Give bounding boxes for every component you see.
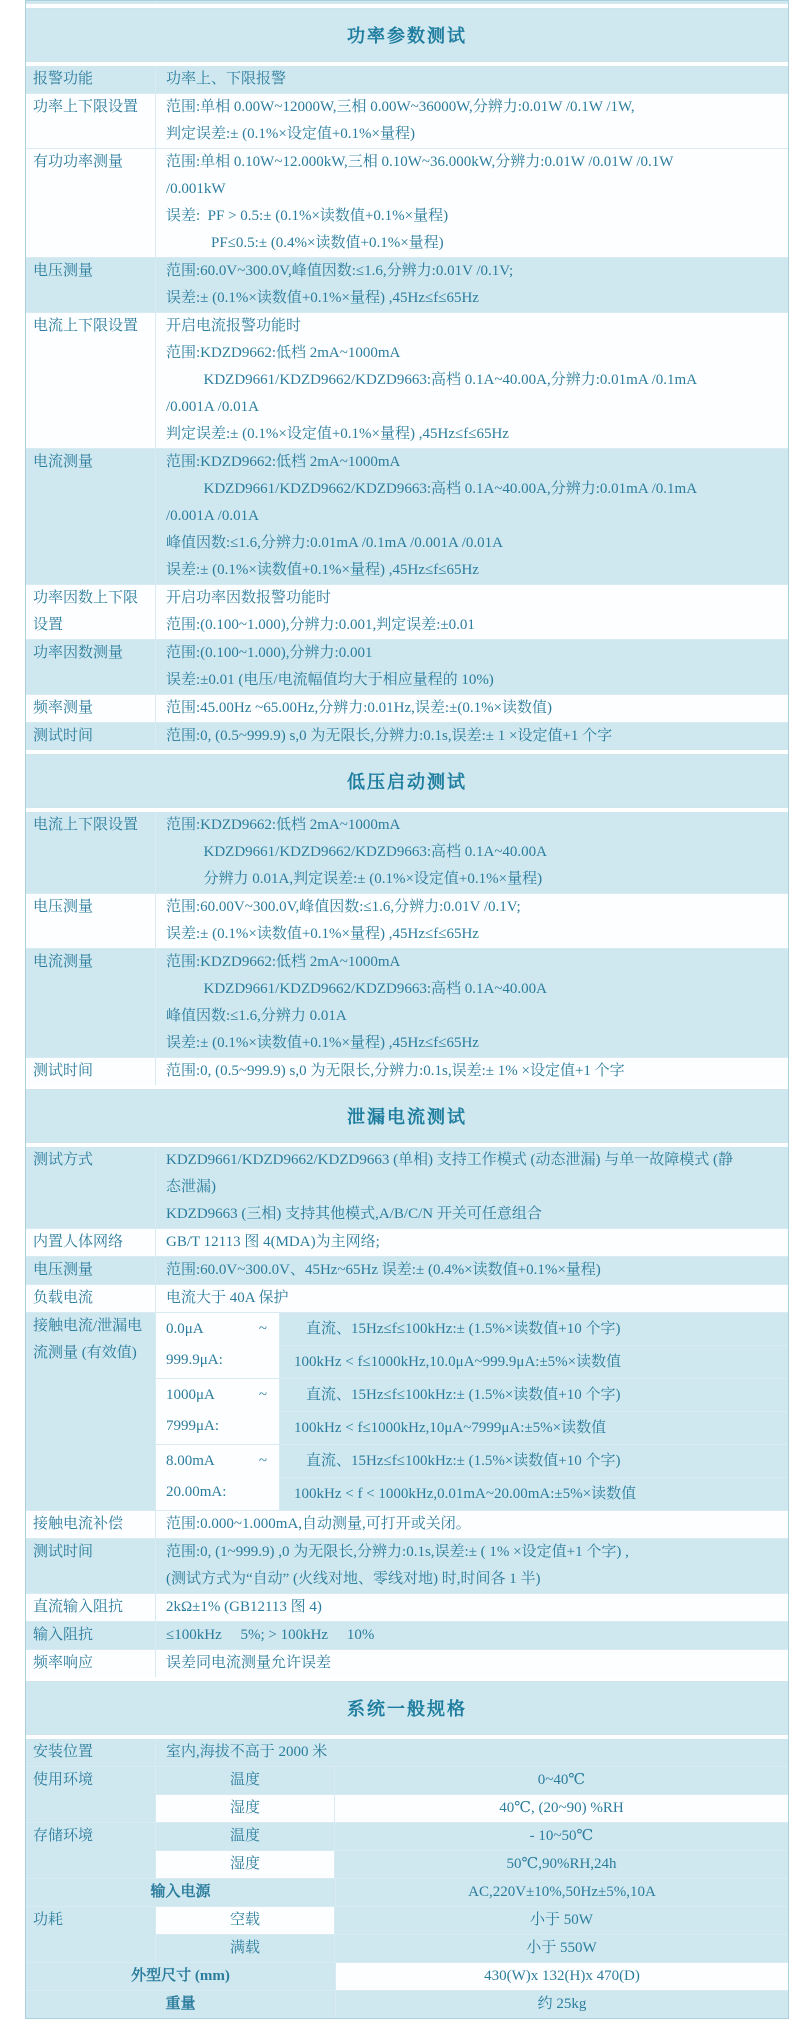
range-from: 8.00mA	[166, 1453, 215, 1469]
spec-value: AC,220V±10%,50Hz±5%,10A	[336, 1879, 788, 1906]
spec-value: 范围:60.00V~300.0V,峰值因数:≤1.6,分辨力:0.01V /0.1V; 误差:± (0.1%×读数值+0.1%×量程) ,45Hz≤f≤65Hz	[156, 894, 788, 948]
spec-table	[25, 0, 789, 2019]
spec-value: 430(W)x 132(H)x 470(D)	[336, 1963, 788, 1990]
spec-label: 安装位置	[26, 1739, 156, 1766]
range-to: 20.00mA:	[166, 1484, 227, 1500]
range-from: 0.0μA	[166, 1321, 204, 1337]
spec-value: 室内,海拔不高于 2000 米	[156, 1739, 788, 1766]
spec-row	[26, 66, 788, 93]
error-spec: 100kHz < f≤1000kHz,10μA~7999μA:±5%×读数值	[280, 1411, 788, 1444]
spec-label: 电压测量	[26, 894, 156, 948]
spec-row	[26, 1228, 788, 1256]
env-sub-value: 50℃,90%RH,24h	[335, 1851, 788, 1878]
spec-row	[26, 1510, 788, 1538]
consumption-sub-label: 满载	[156, 1935, 335, 1962]
spec-value: 范围:(0.100~1.000),分辨力:0.001 误差:±0.01 (电压/电流幅值均大于相应量程的 10%)	[156, 640, 788, 694]
spec-row-install-location	[26, 1739, 788, 1766]
range-tilde: ~	[258, 1321, 267, 1337]
spec-label: 输入电源	[26, 1879, 336, 1906]
spec-label: 功率因数上下限设置	[26, 585, 156, 639]
range-cell	[156, 1445, 280, 1510]
spec-row	[26, 694, 788, 722]
spec-label: 电流测量	[26, 949, 156, 1057]
spec-label: 输入阻抗	[26, 1622, 156, 1649]
env-sub-value: 40℃, (20~90) %RH	[335, 1795, 788, 1822]
spec-label: 电压测量	[26, 258, 156, 312]
env-sub-row	[156, 1850, 788, 1878]
spec-value: 开启功率因数报警功能时 范围:(0.100~1.000),分辨力:0.001,判定误差:±0.01	[156, 585, 788, 639]
error-spec: 直流、15Hz≤f≤100kHz:± (1.5%×读数值+10 个字)	[280, 1313, 788, 1345]
spec-label: 电流上下限设置	[26, 812, 156, 893]
error-spec: 100kHz < f < 1000kHz,0.01mA~20.00mA:±5%×读数值	[280, 1477, 788, 1510]
spec-label: 频率测量	[26, 695, 156, 722]
spec-label: 功率上下限设置	[26, 94, 156, 148]
env-sub-row	[156, 1794, 788, 1822]
leakage-range-row	[156, 1378, 788, 1444]
spec-label: 接触电流补偿	[26, 1511, 156, 1538]
spec-label: 负载电流	[26, 1285, 156, 1312]
spec-value: 误差同电流测量允许误差	[156, 1650, 788, 1677]
range-tilde: ~	[258, 1387, 267, 1403]
spec-label: 重量	[26, 1991, 336, 2018]
spec-label: 测试方式	[26, 1147, 156, 1228]
spec-row-weight	[26, 1990, 788, 2018]
env-sub-label: 温度	[156, 1767, 335, 1794]
spec-row	[26, 312, 788, 448]
spec-row-use-environment	[26, 1766, 788, 1822]
error-spec: 100kHz < f≤1000kHz,10.0μA~999.9μA:±5%×读数值	[280, 1345, 788, 1378]
spec-row	[26, 93, 788, 148]
spec-value: 范围:60.0V~300.0V、45Hz~65Hz 误差:± (0.4%×读数值+0.1%×量程)	[156, 1257, 788, 1284]
spec-label: 存储环境	[26, 1823, 156, 1878]
spec-row	[26, 1284, 788, 1312]
spec-label: 频率响应	[26, 1650, 156, 1677]
spec-label: 直流输入阻抗	[26, 1594, 156, 1621]
error-spec: 直流、15Hz≤f≤100kHz:± (1.5%×读数值+10 个字)	[280, 1445, 788, 1477]
error-spec: 直流、15Hz≤f≤100kHz:± (1.5%×读数值+10 个字)	[280, 1379, 788, 1411]
section-header-leakage-current: 泄漏电流测试	[26, 1089, 788, 1143]
spec-label: 报警功能	[26, 66, 156, 93]
spec-row	[26, 1057, 788, 1085]
section-header-system-general: 系统一般规格	[26, 1681, 788, 1735]
spec-row	[26, 893, 788, 948]
spec-row-power-input	[26, 1878, 788, 1906]
spec-value: ≤100kHz 5%; > 100kHz 10%	[156, 1622, 788, 1649]
spec-row	[26, 948, 788, 1057]
consumption-sub-value: 小于 550W	[335, 1935, 788, 1962]
range-cell	[156, 1313, 280, 1378]
spec-label: 测试时间	[26, 1539, 156, 1593]
spec-row-dimensions	[26, 1962, 788, 1990]
spec-label: 接触电流/泄漏电流测量 (有效值)	[26, 1313, 156, 1510]
section-header-low-voltage-start: 低压启动测试	[26, 754, 788, 808]
spec-value: 范围:60.0V~300.0V,峰值因数:≤1.6,分辨力:0.01V /0.1V; 误差:± (0.1%×读数值+0.1%×量程) ,45Hz≤f≤65Hz	[156, 258, 788, 312]
spec-row	[26, 1538, 788, 1593]
spec-row	[26, 257, 788, 312]
spec-label: 电流上下限设置	[26, 313, 156, 448]
env-sub-label: 温度	[156, 1823, 335, 1850]
spec-row	[26, 1256, 788, 1284]
error-cells	[280, 1379, 788, 1444]
spec-label: 功耗	[26, 1907, 156, 1962]
spec-value: 范围:0, (0.5~999.9) s,0 为无限长,分辨力:0.1s,误差:± 1 ×设定值+1 个字	[156, 723, 788, 750]
spec-value: 范围:KDZD9662:低档 2mA~1000mA KDZD9661/KDZD9662/KDZD9663:高档 0.1A~40.00A,分辨力:0.01mA /0.1mA /0.001A /0.01A 峰值因数:≤1.6,分辨力:0.01mA /0.1mA /0.001A /0.01A 误差:± (0.1%×读数值+0.1%×量程) ,45Hz≤f≤65Hz	[156, 449, 788, 584]
env-sub-label: 湿度	[156, 1795, 335, 1822]
spec-value: 功率上、下限报警	[156, 66, 788, 93]
spec-row	[26, 584, 788, 639]
spec-value: 开启电流报警功能时 范围:KDZD9662:低档 2mA~1000mA KDZD9661/KDZD9662/KDZD9663:高档 0.1A~40.00A,分辨力:0.01mA /0.1mA /0.001A /0.01A 判定误差:± (0.1%×设定值+0.1%×量程) ,45Hz≤f≤65Hz	[156, 313, 788, 448]
spec-label: 功率因数测量	[26, 640, 156, 694]
spec-label: 外型尺寸 (mm)	[26, 1963, 336, 1990]
spec-row	[26, 639, 788, 694]
spec-value: 约 25kg	[336, 1991, 788, 2018]
spec-label: 有功功率测量	[26, 149, 156, 257]
env-sub-row	[156, 1823, 788, 1850]
spec-value: 电流大于 40A 保护	[156, 1285, 788, 1312]
consumption-sub-value: 小于 50W	[335, 1907, 788, 1934]
spec-value: GB/T 12113 图 4(MDA)为主网络;	[156, 1229, 788, 1256]
spec-row	[26, 1147, 788, 1228]
spec-value: 范围:单相 0.00W~12000W,三相 0.00W~36000W,分辨力:0.01W /0.1W /1W, 判定误差:± (0.1%×设定值+0.1%×量程)	[156, 94, 788, 148]
section-header-power-parameters: 功率参数测试	[26, 8, 788, 62]
spec-label: 使用环境	[26, 1767, 156, 1822]
spec-row	[26, 1621, 788, 1649]
leakage-measurement-grid	[156, 1313, 788, 1510]
range-cell	[156, 1379, 280, 1444]
spec-row-leakage-measurement	[26, 1312, 788, 1510]
spec-row	[26, 1649, 788, 1677]
spec-row	[26, 448, 788, 584]
cutoff-value-cell	[157, 1, 788, 4]
spec-label: 电压测量	[26, 1257, 156, 1284]
spec-label: 内置人体网络	[26, 1229, 156, 1256]
consumption-sub-label: 空载	[156, 1907, 335, 1934]
leakage-range-row	[156, 1313, 788, 1378]
range-to: 999.9μA:	[166, 1352, 223, 1368]
range-tilde: ~	[258, 1453, 267, 1469]
spec-value: 范围:45.00Hz ~65.00Hz,分辨力:0.01Hz,误差:±(0.1%×读数值)	[156, 695, 788, 722]
spec-row	[26, 812, 788, 893]
spec-value: 范围:0, (1~999.9) ,0 为无限长,分辨力:0.1s,误差:± ( 1% ×设定值+1 个字) , (测试方式为“自动” (火线对地、零线对地) 时,时间各 1 半)	[156, 1539, 788, 1593]
range-to: 7999μA:	[166, 1418, 220, 1434]
consumption-sub-row	[156, 1907, 788, 1934]
spec-row	[26, 722, 788, 750]
spec-value: KDZD9661/KDZD9662/KDZD9663 (单相) 支持工作模式 (动态泄漏) 与单一故障模式 (静 态泄漏) KDZD9663 (三相) 支持其他模式,A/B/C/N 开关可任意组合	[156, 1147, 788, 1228]
env-sub-value: - 10~50℃	[335, 1823, 788, 1850]
env-sub-row	[156, 1767, 788, 1794]
spec-value: 范围:KDZD9662:低档 2mA~1000mA KDZD9661/KDZD9662/KDZD9663:高档 0.1A~40.00A 分辨力 0.01A,判定误差:± (0.1%×设定值+0.1%×量程)	[156, 812, 788, 893]
spec-row-power-consumption	[26, 1906, 788, 1962]
cutoff-row	[26, 1, 788, 4]
spec-value: 范围:KDZD9662:低档 2mA~1000mA KDZD9661/KDZD9662/KDZD9663:高档 0.1A~40.00A 峰值因数:≤1.6,分辨力 0.01A 误差:± (0.1%×读数值+0.1%×量程) ,45Hz≤f≤65Hz	[156, 949, 788, 1057]
env-sub-label: 湿度	[156, 1851, 335, 1878]
consumption-sub-row	[156, 1934, 788, 1962]
spec-value: 范围:0.000~1.000mA,自动测量,可打开或关闭。	[156, 1511, 788, 1538]
spec-row	[26, 1593, 788, 1621]
cutoff-label-cell	[26, 1, 157, 4]
spec-label: 测试时间	[26, 723, 156, 750]
spec-label: 电流测量	[26, 449, 156, 584]
spec-row-storage-environment	[26, 1822, 788, 1878]
leakage-range-row	[156, 1444, 788, 1510]
spec-label: 测试时间	[26, 1058, 156, 1085]
spec-value: 范围:单相 0.10W~12.000kW,三相 0.10W~36.000kW,分辨力:0.01W /0.01W /0.1W /0.001kW 误差: PF > 0.5:± (0.1%×读数值+0.1%×量程) PF≤0.5:± (0.4%×读数值+0.1%×量程)	[156, 149, 788, 257]
spec-value: 范围:0, (0.5~999.9) s,0 为无限长,分辨力:0.1s,误差:± 1% ×设定值+1 个字	[156, 1058, 788, 1085]
env-sub-value: 0~40℃	[335, 1767, 788, 1794]
spec-row	[26, 148, 788, 257]
error-cells	[280, 1445, 788, 1510]
range-from: 1000μA	[166, 1387, 215, 1403]
error-cells	[280, 1313, 788, 1378]
spec-value: 2kΩ±1% (GB12113 图 4)	[156, 1594, 788, 1621]
